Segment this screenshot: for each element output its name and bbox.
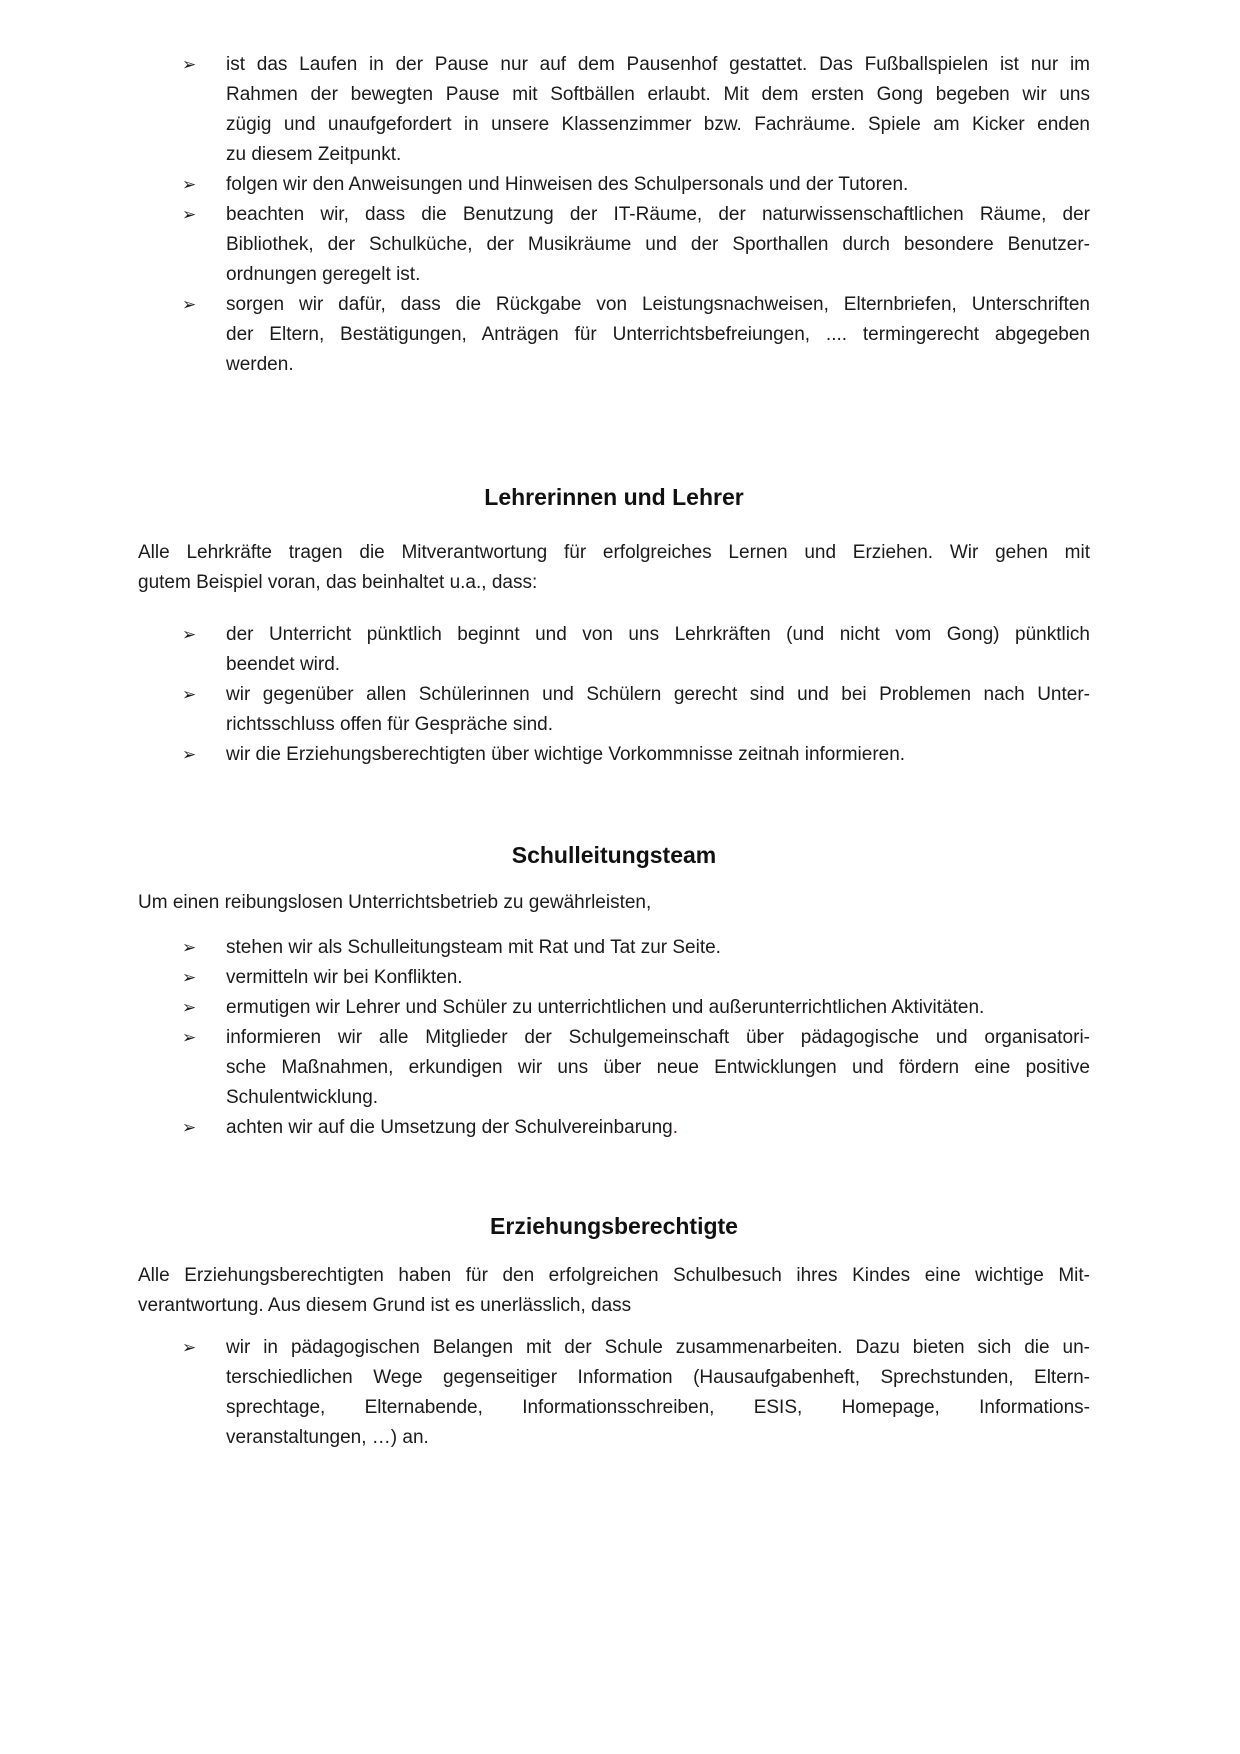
bullet-line: Bibliothek, der Schulküche, der Musikräume und der Sporthallen durch besondere Benutzer- [226, 234, 1090, 255]
paragraph-line: gutem Beispiel voran, das beinhaltet u.a., dass: [138, 572, 538, 593]
bullet-item-text [226, 1333, 1090, 1453]
bullet-line: folgen wir den Anweisungen und Hinweisen des Schulpersonals und der Tutoren. [226, 174, 909, 195]
bullet-line: ermutigen wir Lehrer und Schüler zu unterrichtlichen und außerunterrichtlichen Aktivitäten. [226, 997, 985, 1018]
bullet-line-text: achten wir auf die Umsetzung der Schulvereinbarung [226, 1117, 673, 1138]
bullet-line: ist das Laufen in der Pause nur auf dem Pausenhof gestattet. Das Fußballspielen ist nur im [226, 54, 1090, 75]
paragraph-line: verantwortung. Aus diesem Grund ist es unerlässlich, dass [138, 1295, 632, 1316]
bullet-line: wir die Erziehungsberechtigten über wichtige Vorkommnisse zeitnah informieren. [226, 744, 906, 765]
bullet-item-text [226, 50, 1090, 170]
bullet-line: sorgen wir dafür, dass die Rückgabe von Leistungsnachweisen, Elternbriefen, Unterschriften [226, 294, 1090, 315]
bullet-line: beachten wir, dass die Benutzung der IT-Räume, der naturwissenschaftlichen Räume, der [226, 204, 1090, 225]
bullet-item [138, 963, 1090, 993]
bullet-arrow-icon: ➢ [182, 55, 197, 74]
bullet-arrow-icon: ➢ [182, 685, 197, 704]
bullet-item-text [226, 740, 1090, 770]
bullet-arrow-icon: ➢ [182, 175, 197, 194]
bullet-item-text [226, 993, 1090, 1023]
bullet-line: terschiedlichen Wege gegenseitiger Information (Hausaufgabenheft, Sprechstunden, Eltern- [226, 1367, 1090, 1388]
section-heading: Schulleitungsteam [511, 842, 717, 868]
bullet-arrow-icon: ➢ [182, 1118, 197, 1137]
bullet-line: veranstaltungen, …) an. [226, 1427, 429, 1448]
bullet-arrow-icon: ➢ [182, 745, 197, 764]
bullet-item [138, 200, 1090, 290]
bullet-item [138, 1023, 1090, 1113]
bullet-line: sprechtage, Elternabende, Informationsschreiben, ESIS, Homepage, Informations- [226, 1397, 1090, 1418]
bullet-item-text [226, 290, 1090, 380]
bullet-line: Schulentwicklung. [226, 1087, 379, 1108]
section-heading: Lehrerinnen und Lehrer [484, 484, 744, 510]
bullet-item [138, 680, 1090, 740]
bullet-line: beendet wird. [226, 654, 341, 675]
bullet-arrow-icon: ➢ [182, 1028, 197, 1047]
section-lehrerinnen-und-lehrer [138, 480, 1090, 770]
bullet-line: der Unterricht pünktlich beginnt und von uns Lehrkräften (und nicht vom Gong) pünktlich [226, 624, 1090, 645]
bullet-item [138, 933, 1090, 963]
bullet-line: der Eltern, Bestätigungen, Anträgen für Unterrichtsbefreiungen, .... termingerecht abgegeben [226, 324, 1090, 345]
bullet-line: zu diesem Zeitpunkt. [226, 144, 402, 165]
bullet-line: vermitteln wir bei Konflikten. [226, 967, 463, 988]
bullet-arrow-icon: ➢ [182, 968, 197, 987]
bullet-list [138, 620, 1090, 770]
red-period: . [672, 1117, 679, 1138]
bullet-item [138, 290, 1090, 380]
bullet-item [138, 740, 1090, 770]
bullet-line: ordnungen geregelt ist. [226, 264, 421, 285]
bullet-line: Rahmen der bewegten Pause mit Softbällen erlaubt. Mit dem ersten Gong begeben wir uns [226, 84, 1090, 105]
section-heading: Erziehungsberechtigte [490, 1213, 738, 1239]
intro-paragraph [138, 538, 1090, 598]
bullet-line: wir in pädagogischen Belangen mit der Schule zusammenarbeiten. Dazu bieten sich die un- [226, 1337, 1090, 1358]
bullet-item-text [226, 933, 1090, 963]
bullet-item-text [226, 200, 1090, 290]
bullet-arrow-icon: ➢ [182, 998, 197, 1017]
bullet-item [138, 620, 1090, 680]
paragraph-line: Alle Erziehungsberechtigten haben für den erfolgreichen Schulbesuch ihres Kindes eine wichtige Mit- [138, 1265, 1090, 1286]
bullet-item [138, 1113, 1090, 1143]
bullet-arrow-icon: ➢ [182, 1338, 197, 1357]
bullet-item-text [226, 680, 1090, 740]
section-erziehungsberechtigte [138, 1209, 1090, 1453]
bullet-item-text [226, 1113, 1090, 1143]
bullet-arrow-icon: ➢ [182, 205, 197, 224]
bullet-item [138, 170, 1090, 200]
bullet-list-top [138, 50, 1090, 380]
bullet-arrow-icon: ➢ [182, 938, 197, 957]
bullet-item [138, 1333, 1090, 1453]
bullet-item-text [226, 963, 1090, 993]
bullet-item-text [226, 1023, 1090, 1113]
intro-paragraph [138, 1261, 1090, 1321]
bullet-line: stehen wir als Schulleitungsteam mit Rat und Tat zur Seite. [226, 937, 721, 958]
bullet-list [138, 1333, 1090, 1453]
bullet-arrow-icon: ➢ [182, 295, 197, 314]
paragraph-line: Alle Lehrkräfte tragen die Mitverantwortung für erfolgreiches Lernen und Erziehen. Wir gehen mit [138, 542, 1090, 563]
bullet-line [226, 1113, 1090, 1143]
bullet-line: richtsschluss offen für Gespräche sind. [226, 714, 554, 735]
bullet-item-text [226, 170, 1090, 200]
bullet-item [138, 993, 1090, 1023]
section-schulleitungsteam [138, 838, 1090, 1143]
bullet-arrow-icon: ➢ [182, 625, 197, 644]
bullet-line: informieren wir alle Mitglieder der Schulgemeinschaft über pädagogische und organisatori- [226, 1027, 1090, 1048]
bullet-line: zügig und unaufgefordert in unsere Klassenzimmer bzw. Fachräume. Spiele am Kicker enden [226, 114, 1090, 135]
bullet-list [138, 933, 1090, 1143]
bullet-line: sche Maßnahmen, erkundigen wir uns über neue Entwicklungen und fördern eine positive [226, 1057, 1090, 1078]
bullet-item [138, 50, 1090, 170]
bullet-line: werden. [226, 354, 294, 375]
bullet-line: wir gegenüber allen Schülerinnen und Schülern gerecht sind und bei Problemen nach Unter- [226, 684, 1090, 705]
bullet-item-text [226, 620, 1090, 680]
intro-paragraph [138, 888, 1090, 918]
paragraph-line: Um einen reibungslosen Unterrichtsbetrieb zu gewährleisten, [138, 892, 652, 913]
